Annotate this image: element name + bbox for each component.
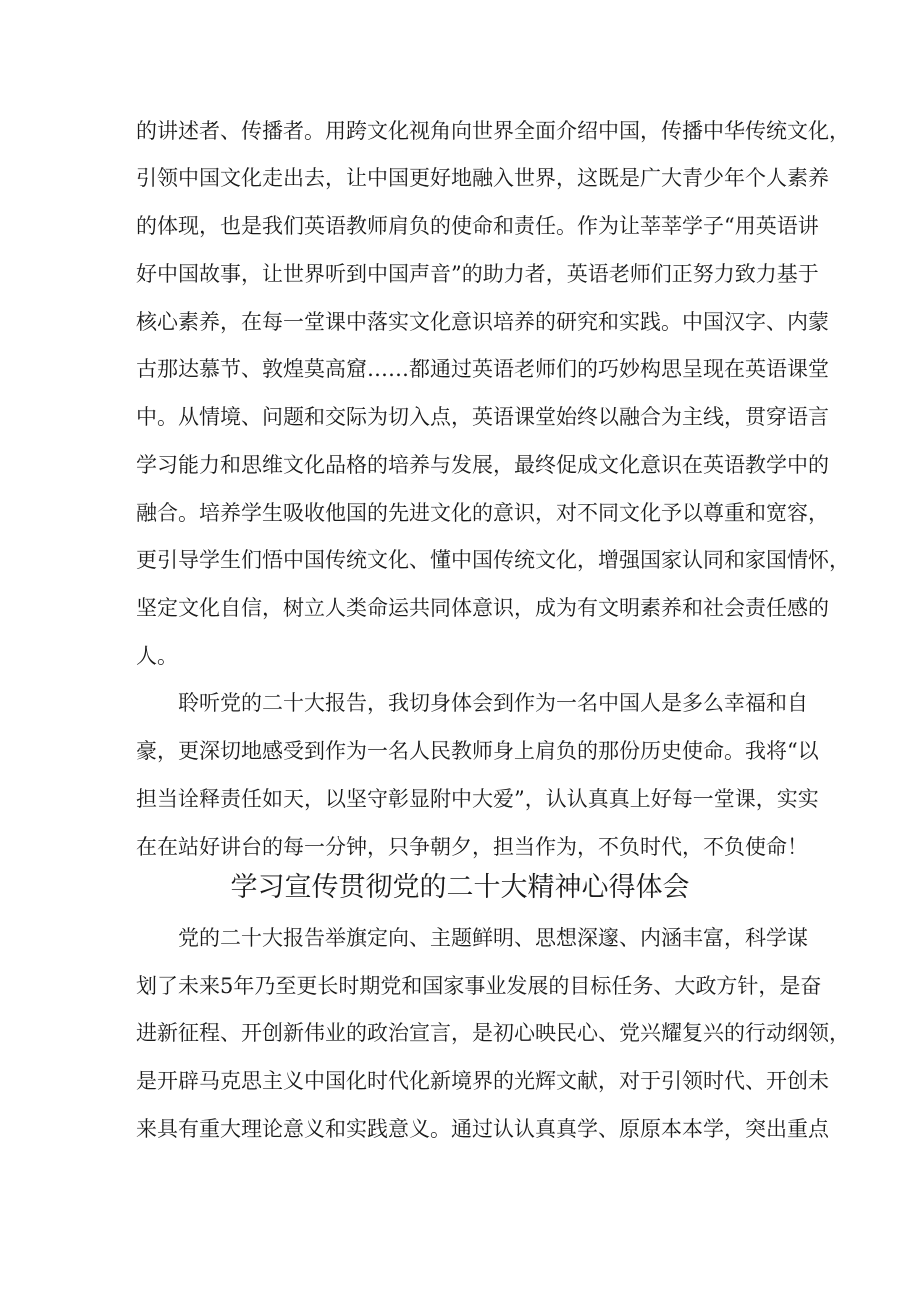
text-line: 融合。培养学生吸收他国的先进文化的意识，对不同文化予以尊重和宽容， bbox=[136, 501, 829, 525]
text-line: 核心素养，在每一堂课中落实文化意识培养的研究和实践。中国汉字、内蒙 bbox=[136, 310, 829, 334]
text-line: 进新征程、开创新伟业的政治宣言，是初心映民心、党兴耀复兴的行动纲领， bbox=[136, 1021, 850, 1045]
text-line: 中。从情境、问题和交际为切入点，英语课堂始终以融合为主线，贯穿语言 bbox=[136, 405, 829, 429]
text-line: 引领中国文化走出去，让中国更好地融入世界，这既是广大青少年个人素养 bbox=[136, 166, 829, 190]
text-line: 在在站好讲台的每一分钟，只争朝夕，担当作为，不负时代，不负使命！ bbox=[136, 835, 808, 859]
text-line: 担当诠释责任如天，以坚守彰显附中大爱”，认认真真上好每一堂课，实实 bbox=[136, 787, 819, 811]
text-line: 好中国故事，让世界听到中国声音”的助力者，英语老师们正努力致力基于 bbox=[136, 262, 819, 286]
text-line: 学习能力和思维文化品格的培养与发展，最终促成文化意识在英语教学中的 bbox=[136, 453, 829, 477]
text-line: 聆听党的二十大报告，我切身体会到作为一名中国人是多么幸福和自 bbox=[178, 691, 808, 715]
text-line: 划了未来5年乃至更长时期党和国家事业发展的目标任务、大政方针，是奋 bbox=[136, 974, 822, 998]
text-line: 坚定文化自信，树立人类命运共同体意识，成为有文明素养和社会责任感的 bbox=[136, 596, 829, 620]
text-line: 人。 bbox=[136, 644, 178, 668]
text-line: 党的二十大报告举旗定向、主题鲜明、思想深邃、内涵丰富，科学谋 bbox=[178, 926, 808, 950]
text-line: 古那达慕节、敦煌莫高窟……都通过英语老师们的巧妙构思呈现在英语课堂 bbox=[136, 357, 829, 381]
text-line: 是开辟马克思主义中国化时代化新境界的光辉文献，对于引领时代、开创未 bbox=[136, 1069, 829, 1093]
text-line: 来具有重大理论意义和实践意义。通过认认真真学、原原本本学，突出重点 bbox=[136, 1117, 829, 1141]
text-line: 的体现，也是我们英语教师肩负的使命和责任。作为让莘莘学子“用英语讲 bbox=[136, 214, 819, 238]
section-title: 学习宣传贯彻党的二十大精神心得体会 bbox=[230, 872, 690, 903]
text-line: 更引导学生们悟中国传统文化、懂中国传统文化，增强国家认同和家国情怀， bbox=[136, 548, 850, 572]
text-line: 的讲述者、传播者。用跨文化视角向世界全面介绍中国，传播中华传统文化， bbox=[136, 119, 850, 143]
text-line: 豪，更深切地感受到作为一名人民教师身上肩负的那份历史使命。我将“以 bbox=[136, 739, 819, 763]
